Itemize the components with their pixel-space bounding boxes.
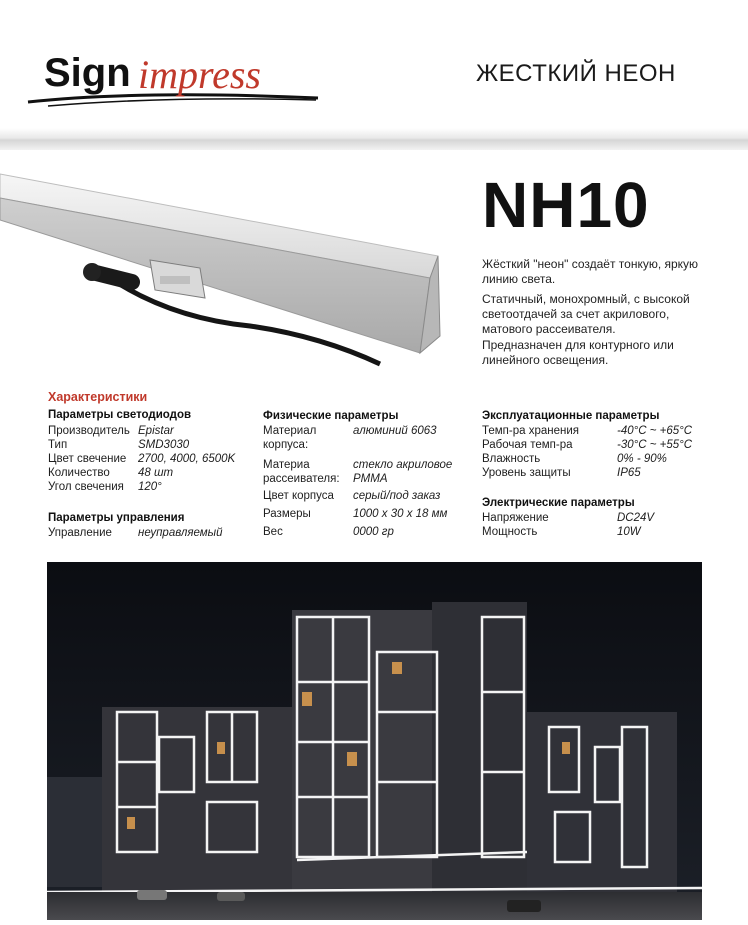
spec-value: 10W: [617, 526, 641, 538]
spec-value: Epistar: [138, 425, 174, 437]
spec-label: Материал корпуса:: [263, 425, 317, 451]
spec-value: 0000 гр: [353, 526, 394, 538]
physical-params-title: Физические параметры: [263, 410, 399, 422]
spec-label: Количество: [48, 467, 110, 479]
spec-value: алюминий 6063: [353, 425, 437, 437]
spec-value: серый/под заказ: [353, 490, 441, 502]
spec-value: 1000 х 30 х 18 мм: [353, 508, 448, 520]
control-params-title: Параметры управления: [48, 512, 185, 524]
spec-label: Уровень защиты: [482, 467, 571, 479]
spec-label: Напряжение: [482, 512, 549, 524]
product-description-1: Жёсткий "неон" создаёт тонкую, яркую линию света.: [482, 257, 699, 286]
spec-label: Влажность: [482, 453, 541, 465]
spec-label: Цвет корпуса: [263, 490, 334, 502]
spec-label: Угол свечения: [48, 481, 124, 493]
spec-value: 48 шт: [138, 467, 174, 479]
building-night-photo: [47, 562, 702, 920]
spec-label: Мощность: [482, 526, 538, 538]
spec-value: -40°C ~ +65°C: [617, 425, 693, 437]
document-category-title: ЖЕСТКИЙ НЕОН: [476, 60, 676, 87]
led-params-title: Параметры светодиодов: [48, 409, 192, 421]
specs-heading: Характеристики: [48, 390, 148, 404]
spec-value: неуправляемый: [138, 527, 223, 539]
spec-value: 0% - 90%: [617, 453, 667, 465]
spec-label: Управление: [48, 527, 112, 539]
spec-value: 2700, 4000, 6500K: [138, 453, 236, 465]
spec-value: SMD3030: [138, 439, 190, 451]
spec-value: -30°C ~ +55°C: [617, 439, 693, 451]
operational-params-title: Эксплуатационные параметры: [482, 410, 660, 422]
brand-logo: [18, 40, 328, 120]
product-image-neon-profile: [0, 168, 470, 378]
spec-value: IP65: [617, 467, 641, 479]
logo-impress-text: impress: [138, 52, 261, 97]
spec-label: Тип: [48, 439, 68, 451]
logo-sign-text: Sign: [44, 51, 131, 95]
spec-label: Цвет свечение: [48, 453, 127, 465]
spec-label: Материа рассеивателя:: [263, 459, 340, 485]
header-divider-band: [0, 128, 748, 150]
product-description-3: Предназначен для контурного или линейного освещения.: [482, 338, 674, 367]
spec-label: Темп-ра хранения: [482, 425, 580, 437]
electrical-params-title: Электрические параметры: [482, 497, 635, 509]
spec-value: стекло акриловое PMMA: [353, 459, 453, 485]
spec-label: Размеры: [263, 508, 311, 520]
spec-label: Рабочая темп-ра: [482, 439, 573, 451]
product-model: NH10: [482, 169, 650, 241]
product-description-2: Статичный, монохромный, с высокой светоотдачей за счет акрилового, матового рассеивателя.: [482, 292, 690, 336]
spec-label: Вес: [263, 526, 283, 538]
spec-label: Производитель: [48, 425, 130, 437]
spec-value: 120°: [138, 481, 162, 493]
spec-value: DC24V: [617, 512, 655, 524]
